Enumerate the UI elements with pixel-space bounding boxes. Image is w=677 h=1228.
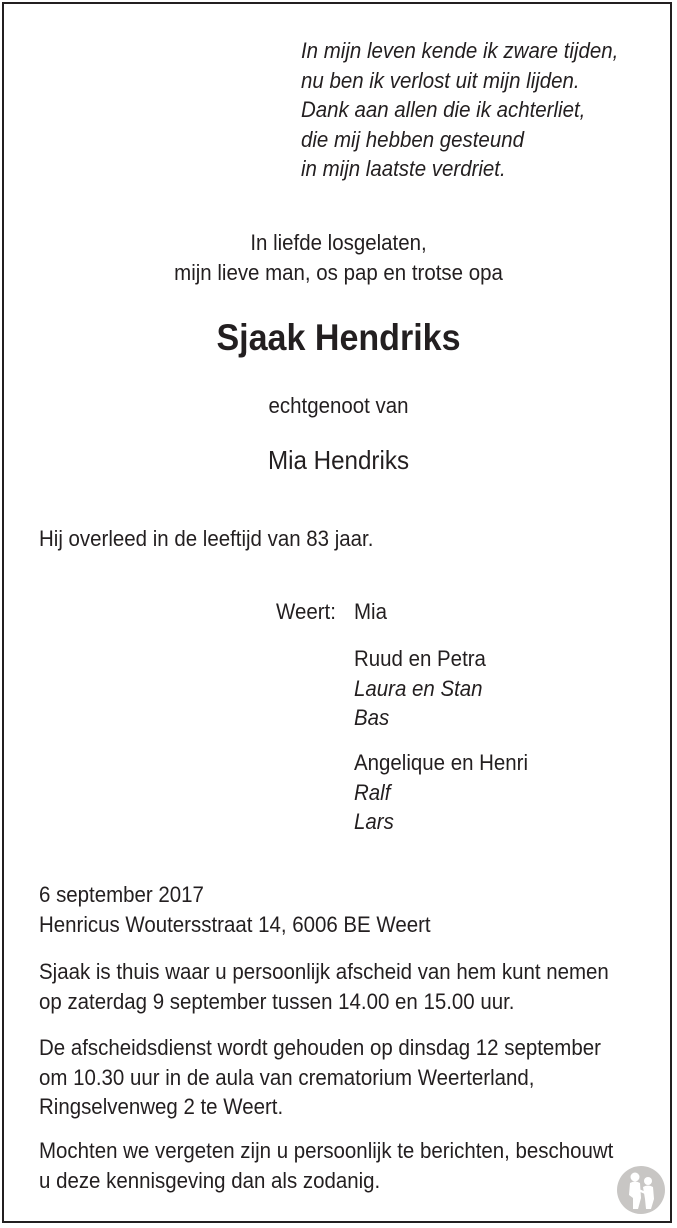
family-place: Weert: — [276, 599, 336, 624]
deceased-name: Sjaak Hendriks — [216, 317, 461, 358]
death-date: 6 september 2017 — [39, 882, 204, 907]
family-grandchild: Laura en Stan — [354, 675, 483, 701]
family-grandchild: Bas — [354, 705, 390, 731]
home-address: Henricus Woutersstraat 14, 6006 BE Weert — [39, 911, 431, 937]
family-grandchild: Lars — [354, 809, 394, 835]
paragraph-line: Mochten we vergeten zijn u persoonlijk te berichten, beschouwt — [39, 1138, 614, 1163]
intro — [24, 228, 654, 287]
intro-line: In liefde losgelaten, — [250, 230, 427, 255]
family-parents: Ruud en Petra — [354, 646, 486, 671]
paragraph-line: Ringselvenweg 2 te Weert. — [39, 1094, 284, 1120]
family-grandchild: Ralf — [354, 779, 391, 805]
paragraph-line: De afscheidsdienst wordt gehouden op dinsdag 12 september — [39, 1035, 601, 1060]
spouse-name: Mia Hendriks — [267, 445, 410, 475]
poem-line: In mijn leven kende ik zware tijden, — [301, 38, 619, 63]
paragraph-line: u deze kennisgeving dan als zodanig. — [39, 1167, 381, 1193]
closing-paragraph — [39, 1136, 613, 1195]
paragraph-line: op zaterdag 9 september tussen 14.00 en 15.00 uur. — [39, 988, 515, 1014]
family-group — [354, 748, 528, 837]
poem-line: Dank aan allen die ik achterliet, — [301, 97, 586, 123]
poem-line: die mij hebben gesteund — [301, 126, 524, 152]
poem-line: in mijn laatste verdriet. — [301, 156, 506, 182]
spouse-label: echtgenoot van — [268, 393, 409, 418]
intro-line: mijn lieve man, os pap en trotse opa — [174, 259, 503, 285]
family-parents: Angelique en Henri — [354, 750, 529, 775]
family-group — [354, 644, 486, 733]
visitation-paragraph — [39, 957, 609, 1016]
paragraph-line: Sjaak is thuis waar u persoonlijk afscheid van hem kunt nemen — [39, 959, 609, 984]
family-spouse: Mia — [354, 599, 387, 624]
age-statement: Hij overleed in de leeftijd van 83 jaar. — [39, 526, 374, 551]
service-paragraph — [39, 1033, 601, 1122]
memorial-figures-icon — [616, 1165, 666, 1215]
poem-line: nu ben ik verlost uit mijn lijden. — [301, 67, 580, 93]
date-address — [39, 880, 431, 939]
paragraph-line: om 10.30 uur in de aula van crematorium Weerterland, — [39, 1064, 535, 1090]
poem — [301, 36, 618, 184]
